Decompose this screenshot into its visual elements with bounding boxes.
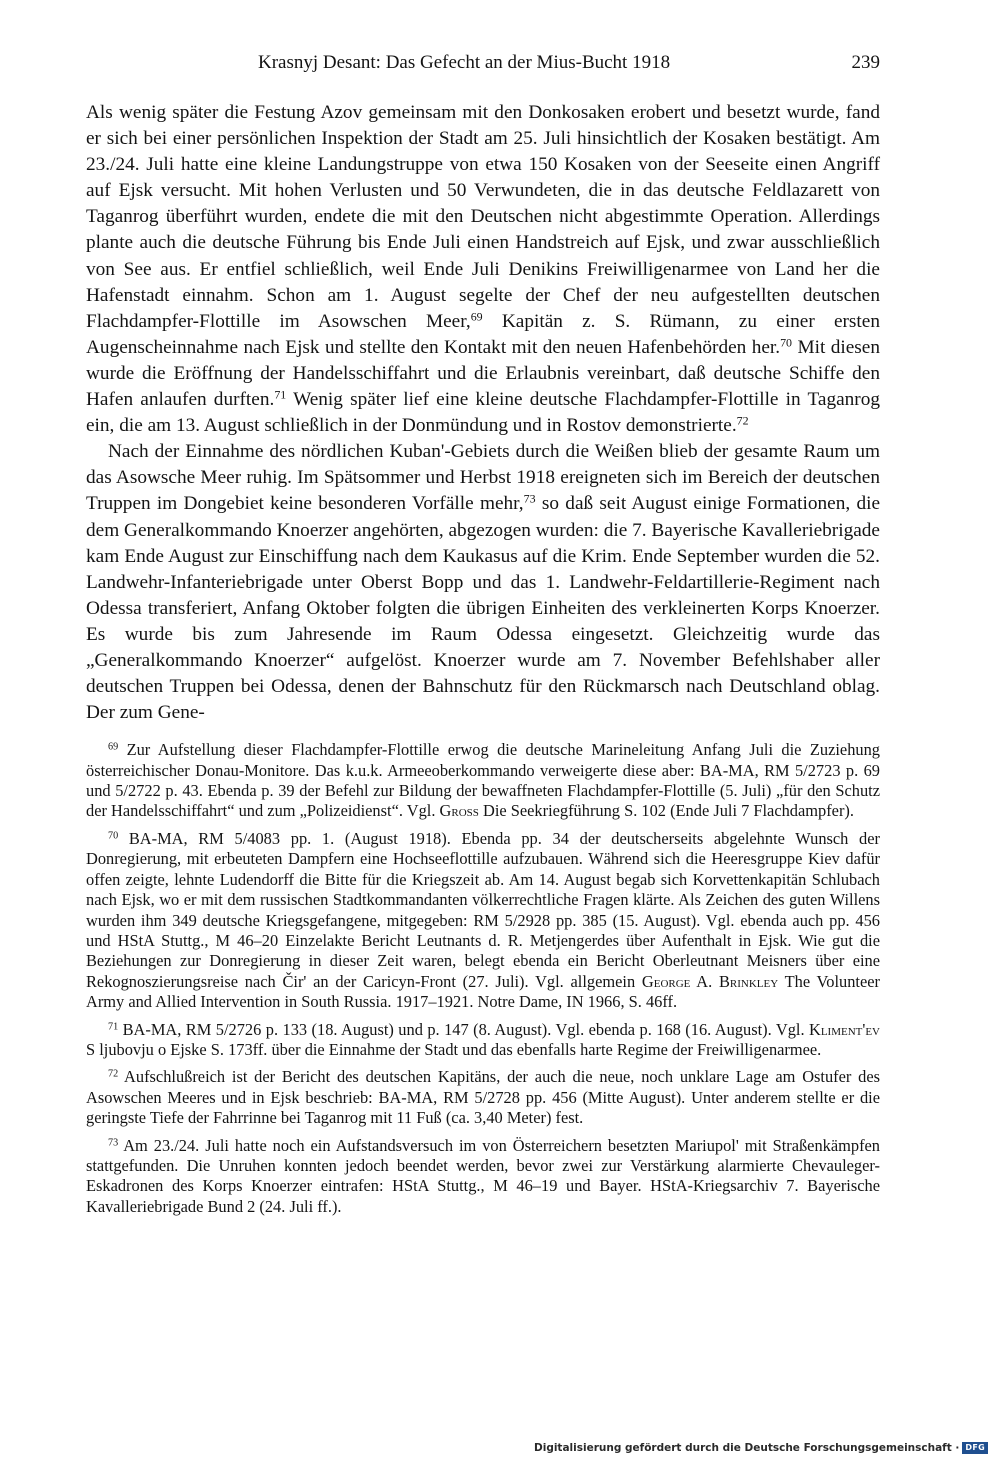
footnote-text: Am 23./24. Juli hatte noch ein Aufstandsversuch im von Österreichern besetzten Mariupol' mit Straßenkämpfen stattgefunden. Die Unruhen konnten jedoch beendet werden, bevor zwei zur Verstärkung alarmierte Chevauleger-Eskadronen des Korps Knoerzer eintrafen: HStA Stuttg., M 46–19 und Bayer. HStA-Kriegsarchiv 7. Bayerische Kavalleriebrigade Bund 2 (24. Juli ff.). xyxy=(86,1135,880,1216)
paragraph-text: Mit diesen wurde die Eröffnung der Handelsschiffahrt und die Erlaubnis vereinbart, daß deutsche Schiffe den Hafen anlaufen durften. xyxy=(86,336,880,411)
footnotes xyxy=(86,740,880,1217)
footnote-number: 73 xyxy=(108,1136,119,1148)
footnote-text: Zur Aufstellung dieser Flachdampfer-Flottille erwog die deutsche Marineleitung Anfang Juli die Zuziehung österreichischer Donau-Monitore. Das k.u.k. Armeeoberkommando verweigerte diese aber: BA-MA, RM 5/2723 p. 69 und 5/2722 p. 43. Ebenda p. 39 der Befehl zur Bildung der bewaffneten Flachdampfer-Flottille (5. Juli) „für den Schutz der Handelsschiffahrt“ und zum „Polizeidienst“. Vgl. xyxy=(86,740,880,821)
paragraph-text: Wenig später lief eine kleine deutsche Flachdampfer-Flottille in Taganrog ein, die am 13. August schließlich in der Donmündung und in Rostov demonstrierte. xyxy=(86,389,880,437)
footnote-ref: 71 xyxy=(274,387,287,402)
paragraph xyxy=(86,100,880,439)
footnote-ref: 73 xyxy=(523,491,536,506)
footnote-number: 69 xyxy=(108,741,119,753)
footnote-text: Die Seekriegführung S. 102 (Ende Juli 7 Flachdampfer). xyxy=(478,801,854,821)
footnote-number: 71 xyxy=(108,1020,119,1032)
footnote-70 xyxy=(86,829,880,1013)
footnote-71 xyxy=(86,1020,880,1061)
running-header xyxy=(86,52,880,82)
paragraph-text: Kapitän z. S. Rümann, zu einer ersten Augenscheinnahme nach Ejsk und stellte den Kontakt mit den neuen Hafenbehörden her. xyxy=(86,310,880,358)
paragraph-text: so daß seit August einige Formationen, die dem Generalkommando Knoerzer angehörten, abgezogen wurden: die 7. Bayerische Kavalleriebrigade kam Ende August zur Einschiffung nach dem Kaukasus auf die Krim. Ende September wurden die 52. Landwehr-Infanteriebrigade unter Oberst Bopp und das 1. Landwehr-Feldartillerie-Regiment nach Odessa transferiert, Anfang Oktober folgten die übrigen Einheiten des verkleinerten Korps Knoerzer. Es wurde bis zum Jahresende im Raum Odessa eingesetzt. Gleichzeitig wurde das „Generalkommando Knoerzer“ aufgelöst. Knoerzer wurde am 7. November Befehlshaber aller deutschen Truppen bei Odessa, denen der Bahnschutz für den Rückmarsch nach Deutschland oblag. Der zum Gene- xyxy=(86,493,880,724)
footnote-text: S ljubovju o Ejske S. 173ff. über die Einnahme der Stadt und das ebenfalls harte Regime der Freiwilligenarmee. xyxy=(86,1039,822,1059)
footnote-ref: 69 xyxy=(470,309,483,324)
digitization-credit xyxy=(534,1442,988,1454)
book-page xyxy=(86,52,880,1224)
footnote-number: 70 xyxy=(108,830,119,842)
paragraph-text: Als wenig später die Festung Azov gemeinsam mit den Donkosaken erobert und besetzt wurde, fand er sich bei einer persönlichen Inspektion der Stadt am 25. Juli hinsichtlich der Kosaken bestätigt. Am 23./24. Juli hatte eine kleine Landungstruppe von etwa 150 Kosaken von der Seeseite einen Angriff auf Ejsk versucht. Mit hohen Verlusten und 50 Verwundeten, die in das deutsche Feldlazarett von Taganrog überführt wurden, endete die mit den Deutschen nicht abgestimmte Operation. Allerdings plante auch die deutsche Führung bis Ende Juli einen Handstreich auf Ejsk, und zwar ausschließlich von See aus. Er entfiel schließlich, weil Ende Juli Denikins Freiwilligenarmee von Land her die Hafenstadt einnahm. Schon am 1. August segelte der Chef der neu aufgestellten deutschen Flachdampfer-Flottille im Asowschen Meer, xyxy=(86,102,880,332)
footnote-text: BA-MA, RM 5/4083 pp. 1. (August 1918). Ebenda pp. 34 der deutscherseits abgelehnte Wunsch der Donregierung, mit erbeuteten Dampfern eine Hochseeflottille aufzubauen. Während sich die Heeresgruppe Kiev dafür offen zeigte, lehnte Ludendorff die Bitte für die Kriegszeit ab. Am 14. August begab sich Korvettenkapitän Schlubach nach Ejsk, wo er mit dem russischen Stadtkommandanten völkerrechtliche Fragen klärte. Als Zeichen des guten Willens wurden ihm 349 deutsche Kriegsgefangene, mitgegeben: RM 5/2928 pp. 385 (15. August). Vgl. ebenda auch pp. 456 und HStA Stuttg., M 46–20 Einzelakte Bericht Leutnants d. R. Metjengerdes über Aufenthalt in Ejsk. Wie gut die Beziehungen zur Donregierung in dieser Zeit waren, belegt ebenda ein Bericht Oberleutnant Meisners über eine Rekognoszierungsreise nach Čir' an der Caricyn-Front (27. Juli). Vgl. allgemein xyxy=(86,828,880,991)
footnote-72 xyxy=(86,1067,880,1128)
paragraph xyxy=(86,439,880,726)
page-number: 239 xyxy=(851,52,880,73)
credit-text: Digitalisierung gefördert durch die Deutsche Forschungsgemeinschaft · xyxy=(534,1442,960,1454)
author-name: Gross xyxy=(439,801,479,821)
author-name: George A. Brinkley xyxy=(641,971,779,991)
footnote-73 xyxy=(86,1136,880,1218)
footnote-69 xyxy=(86,740,880,822)
footnote-ref: 70 xyxy=(780,335,793,350)
author-name: Kliment'ev xyxy=(809,1019,880,1039)
paragraph-text: Nach der Einnahme des nördlichen Kuban'-Gebiets durch die Weißen blieb der gesamte Raum um das Asowsche Meer ruhig. Im Spätsommer und Herbst 1918 ereigneten sich im Bereich der deutschen Truppen im Dongebiet keine besonderen Vorfälle mehr, xyxy=(86,441,880,515)
main-text xyxy=(86,100,880,726)
running-title: Krasnyj Desant: Das Gefecht an der Mius-Bucht 1918 xyxy=(258,52,671,73)
dfg-logo-icon: DFG xyxy=(962,1442,988,1454)
footnote-text: The Volunteer Army and Allied Intervention in South Russia. 1917–1921. Notre Dame, IN 1966, S. 46ff. xyxy=(86,971,880,1012)
footnote-text: BA-MA, RM 5/2726 p. 133 (18. August) und p. 147 (8. August). Vgl. ebenda p. 168 (16. August). Vgl. xyxy=(118,1019,809,1039)
footnote-text: Aufschlußreich ist der Bericht des deutschen Kapitäns, der auch die neue, noch unklare Lage am Ostufer des Asowschen Meeres und in Ejsk beschrieb: BA-MA, RM 5/2728 pp. 456 (Mitte August). Unter anderem stellte er die geringste Tiefe der Fahrrinne bei Taganrog mit 11 Fuß (ca. 3,40 Meter) fest. xyxy=(86,1067,880,1128)
footnote-number: 72 xyxy=(108,1068,119,1080)
footnote-ref: 72 xyxy=(736,413,749,428)
